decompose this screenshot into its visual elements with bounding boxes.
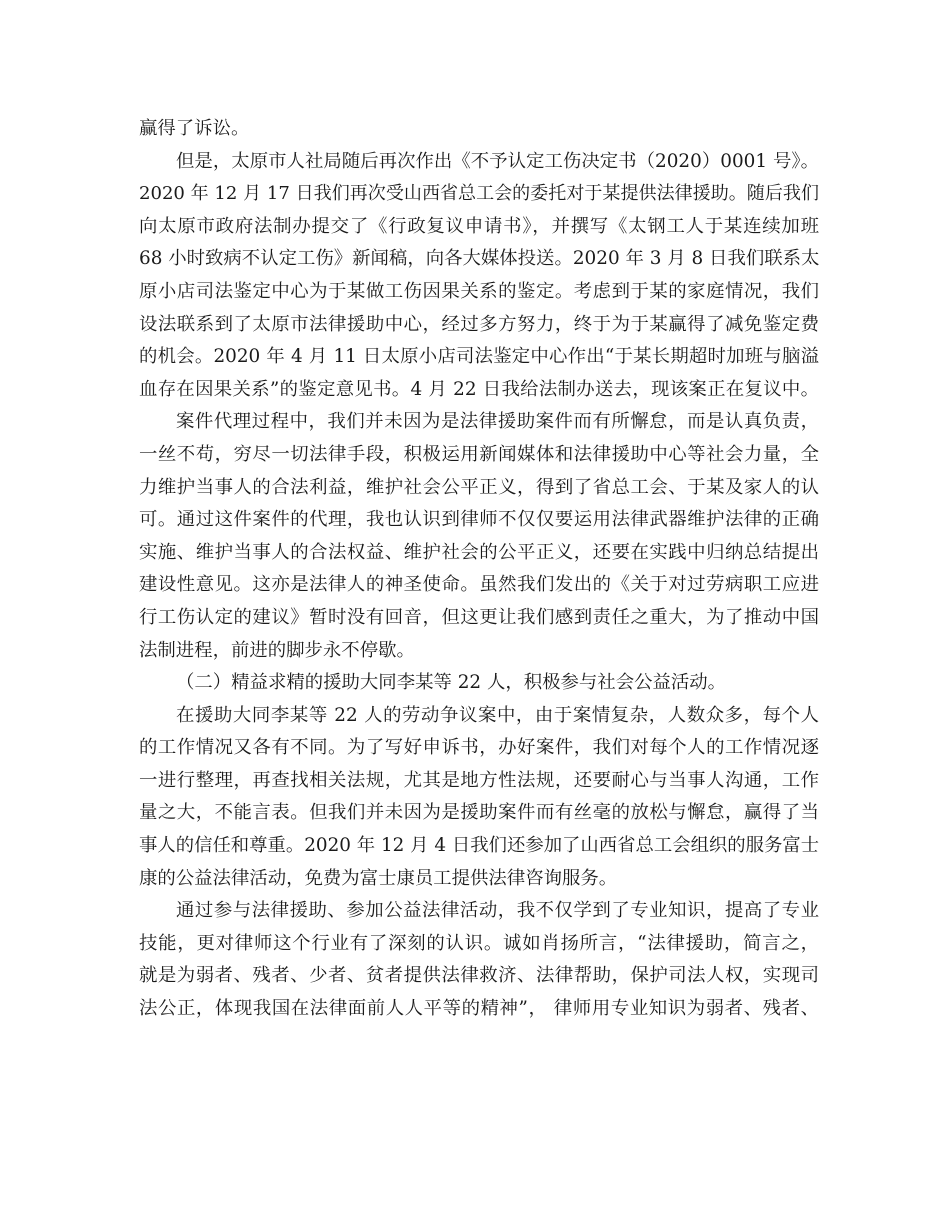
- text-line: 可。通过这件案件的代理，我也认识到律师不仅仅要运用法律武器维护法律的正确: [139, 509, 819, 531]
- text-line: 的机会。2020 年 4 月 11 日太原小店司法鉴定中心作出“于某长期超时加班与脑溢: [139, 346, 819, 368]
- text-line: 实施、维护当事人的合法权益、维护社会的公平正义，还要在实践中归纳总结提出: [139, 541, 819, 563]
- text-line: （二）精益求精的援助大同李某等 22 人，积极参与社会公益活动。: [176, 672, 727, 694]
- text-line: 就是为弱者、残者、少者、贫者提供法律救济、法律帮助，保护司法人权，实现司: [139, 965, 819, 987]
- text-line: 原小店司法鉴定中心为于某做工伤因果关系的鉴定。考虑到于某的家庭情况，我们: [139, 280, 819, 302]
- text-line: 事人的信任和尊重。2020 年 12 月 4 日我们还参加了山西省总工会组织的服务富士: [139, 835, 820, 857]
- text-line: 设法联系到了太原市法律援助中心，经过多方努力，终于为于某赢得了减免鉴定费: [139, 313, 819, 335]
- text-line: 行工伤认定的建议》暂时没有回音，但这更让我们感到责任之重大，为了推动中国: [139, 606, 819, 628]
- text-line: 技能，更对律师这个行业有了深刻的认识。诚如肖扬所言，“法律援助，简言之，: [139, 932, 819, 954]
- text-line: 量之大，不能言表。但我们并未因为是援助案件而有丝毫的放松与懈怠，赢得了当: [139, 802, 819, 824]
- text-line: 但是，太原市人社局随后再次作出《不予认定工伤决定书（2020）0001 号》。: [176, 150, 819, 172]
- text-line: 一丝不苟，穷尽一切法律手段，积极运用新闻媒体和法律援助中心等社会力量，全: [139, 443, 819, 465]
- text-line: 血存在因果关系”的鉴定意见书。4 月 22 日我给法制办送去，现该案正在复议中。: [139, 378, 819, 400]
- text-line: 力维护当事人的合法利益，维护社会公平正义，得到了省总工会、于某及家人的认: [139, 476, 819, 498]
- text-line: 的工作情况又各有不同。为了写好申诉书，办好案件，我们对每个人的工作情况逐: [139, 737, 819, 759]
- document-body: [139, 113, 819, 1026]
- text-line: 康的公益法律活动，免费为富士康员工提供法律咨询服务。: [139, 867, 618, 889]
- text-line: 建设性意见。这亦是法律人的神圣使命。虽然我们发出的《关于对过劳病职工应进: [139, 574, 819, 596]
- text-line: 通过参与法律援助、参加公益法律活动，我不仅学到了专业知识，提高了专业: [176, 900, 819, 922]
- text-line: 向太原市政府法制办提交了《行政复议申请书》，并撰写《太钢工人于某连续加班: [139, 215, 819, 237]
- text-line: 一进行整理，再查找相关法规，尤其是地方性法规，还要耐心与当事人沟通，工作: [139, 769, 819, 791]
- text-line: 案件代理过程中，我们并未因为是法律援助案件而有所懈怠，而是认真负责，: [176, 411, 819, 433]
- text-line: 在援助大同李某等 22 人的劳动争议案中，由于案情复杂，人数众多，每个人: [176, 704, 819, 726]
- text-line: 法公正，体现我国在法律面前人人平等的精神”， 律师用专业知识为弱者、残者、: [139, 998, 819, 1020]
- text-line: 赢得了诉讼。: [139, 118, 250, 139]
- text-line: 2020 年 12 月 17 日我们再次受山西省总工会的委托对于某提供法律援助。随后我们: [139, 183, 819, 205]
- text-line: 68 小时致病不认定工伤》新闻稿，向各大媒体投送。2020 年 3 月 8 日我们联系太: [139, 248, 820, 270]
- text-line: 法制进程，前进的脚步永不停歇。: [139, 639, 415, 661]
